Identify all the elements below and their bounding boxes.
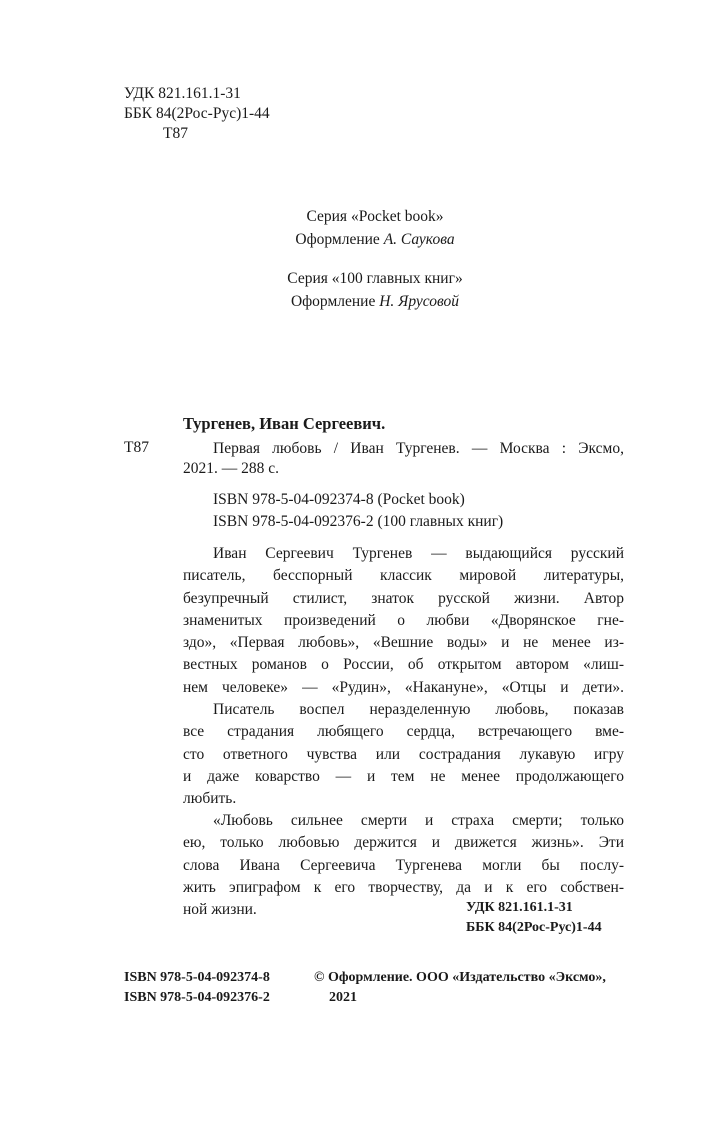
bbk-code-top: ББК 84(2Рос-Рус)1-44 bbox=[124, 105, 270, 122]
annotation-line: слова Ивана Сергеевича Тургенева могли бы послу- bbox=[183, 856, 624, 874]
annotation-line: Иван Сергеевич Тургенев — выдающийся русский bbox=[213, 545, 624, 562]
series-design-2 bbox=[200, 290, 550, 313]
annotation-paragraph-1 bbox=[183, 543, 624, 699]
copyright-line-2: 2021 bbox=[329, 990, 357, 1005]
footer-isbn-1: ISBN 978-5-04-092374-8 bbox=[124, 970, 270, 985]
series-name-1: Серия «Pocket book» bbox=[306, 208, 444, 225]
annotation-line: ной жизни. bbox=[183, 901, 257, 919]
series-block-2 bbox=[200, 267, 550, 313]
designer-name-2: Н. Ярусовой bbox=[379, 293, 460, 310]
design-label-1: Оформление bbox=[295, 231, 380, 248]
annotation-line: и даже коварство — и тем не менее продолжающего bbox=[183, 767, 624, 785]
annotation-line: ею, только любовью держится и движется жизнь». Эти bbox=[183, 834, 624, 852]
title-line-1-text: Первая любовь / Иван Тургенев. — Москва : Эксмо, bbox=[213, 440, 624, 457]
annotation-line: Писатель воспел неразделенную любовь, показав bbox=[213, 701, 624, 718]
series-design-1 bbox=[200, 228, 550, 251]
author-mark-margin: Т87 bbox=[124, 439, 149, 456]
title-line-1 bbox=[213, 438, 624, 460]
annotation-line: знаменитых произведений о любви «Дворянское гне- bbox=[183, 611, 624, 629]
series-block-1 bbox=[200, 205, 550, 251]
annotation-line: писатель, бесспорный классик мировой литературы, bbox=[183, 567, 624, 585]
bbk-code-bottom: ББК 84(2Рос-Рус)1-44 bbox=[466, 920, 602, 935]
copyright-line-1: © Оформление. ООО «Издательство «Эксмо», bbox=[314, 970, 606, 985]
udk-code-top: УДК 821.161.1-31 bbox=[124, 85, 241, 102]
annotation-line: вестных романов о России, об открытом автором «лиш- bbox=[183, 656, 624, 674]
udk-code-bottom: УДК 821.161.1-31 bbox=[466, 900, 573, 915]
isbn-line-2: ISBN 978-5-04-092376-2 (100 главных книг) bbox=[213, 513, 504, 530]
annotation-line: жить эпиграфом к его творчеству, да и к его собствен- bbox=[183, 878, 624, 896]
title-line-2: 2021. — 288 с. bbox=[183, 460, 280, 477]
annotation-line: все страдания любящего сердца, встречающего вме- bbox=[183, 723, 624, 741]
annotation-line: нем человеке» — «Рудин», «Накануне», «Отцы и дети». bbox=[183, 678, 624, 696]
annotation-line: сто ответного чувства или сострадания лукавую игру bbox=[183, 745, 624, 763]
series-name-2: Серия «100 главных книг» bbox=[287, 270, 463, 287]
annotation-paragraph-2 bbox=[183, 699, 624, 810]
footer-isbn-2: ISBN 978-5-04-092376-2 bbox=[124, 990, 270, 1005]
annotation-line: безупречный стилист, знаток русской жизни. Автор bbox=[183, 589, 624, 607]
isbn-line-1: ISBN 978-5-04-092374-8 (Pocket book) bbox=[213, 491, 465, 508]
annotation-line: любить. bbox=[183, 790, 237, 808]
design-label-2: Оформление bbox=[290, 293, 376, 310]
annotation-line: здо», «Первая любовь», «Вешние воды» и не менее из- bbox=[183, 634, 624, 652]
author-heading: Тургенев, Иван Сергеевич. bbox=[183, 414, 386, 433]
designer-name-1: А. Саукова bbox=[383, 231, 455, 248]
annotation-line: «Любовь сильнее смерти и страха смерти; только bbox=[213, 812, 624, 829]
author-mark-top: Т87 bbox=[163, 125, 188, 142]
